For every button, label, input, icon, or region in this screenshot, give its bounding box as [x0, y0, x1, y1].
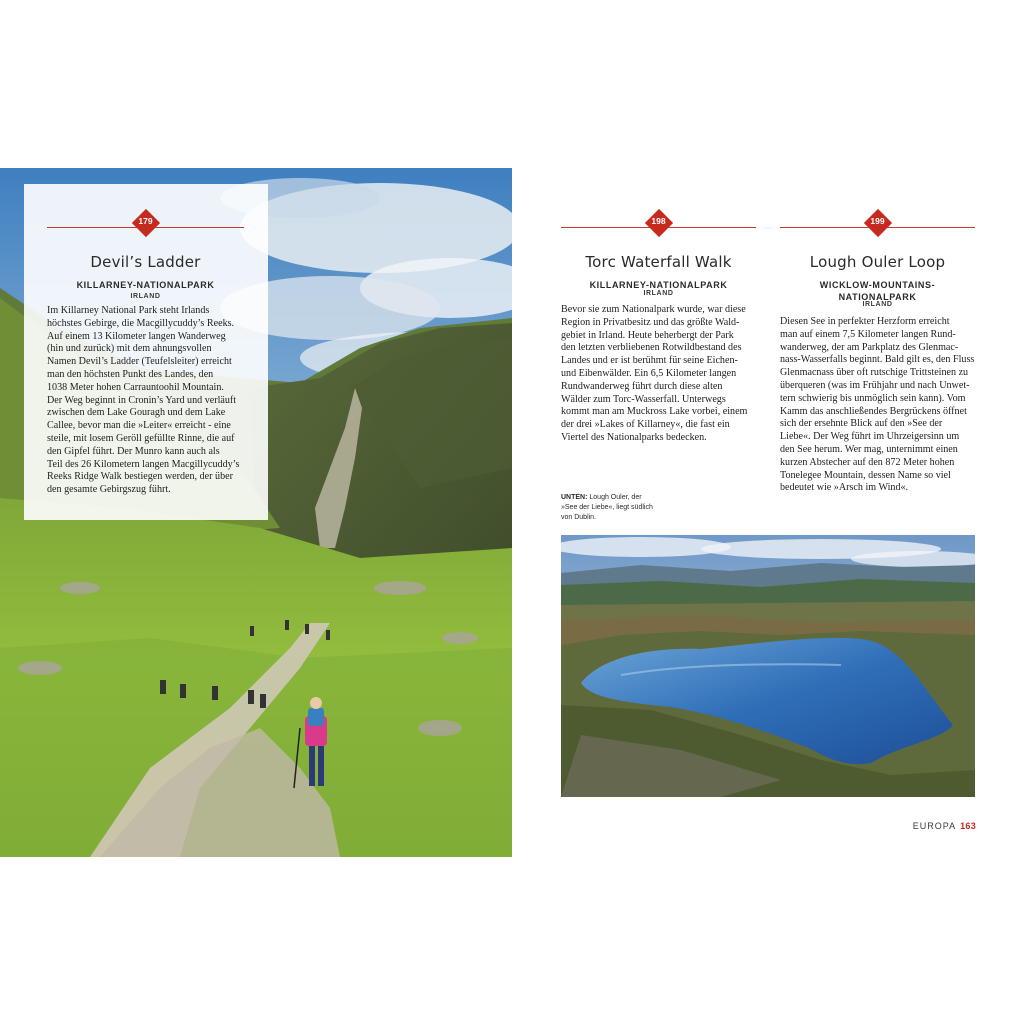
- entry-body: Diesen See in perfekter Herzform erreicht man auf einem 7,5 Kilometer langen Rund- wanderweg, der am Parkplatz des Glenmac- nass-Wasserfalls beginnt. Bald gilt es, den Fluss Glenmacnass über oft rutschige Trittsteinen zu überqueren (was im Frühjahr und nach Unwet- tern schwierig bis unmöglich sein kann). Vom Kamm das anschließendes Bergrückens öffnet sich der ersehnte Blick auf den »See der Liebe«. Der Weg führt im Uhrzeigersinn um den See herum. Wer mag, unternimmt einen kurzen Abstecher auf den 872 Meter hohen Tonelegee Mountain, dessen Name so viel bedeutet wie »Arsch im Wind«.: [780, 316, 975, 494]
- entry-title: Torc Waterfall Walk: [585, 253, 732, 271]
- entry-199: [780, 213, 975, 503]
- country-name: IRLAND: [862, 301, 893, 308]
- entry-body: Bevor sie zum Nationalpark wurde, war diese Region in Privatbesitz und das größte Wald- gebiet in Irland. Heute beherbergt der Park den letzten verbliebenen Rotwildbestand des Landes und er ist berühmt für seine Eichen- und Eibenwälder. Ein 6,5 Kilometer langen Rundwanderweg führt durch diese alten Wälder zum Torc-Wasserfall. Unterwegs kommt man am Muckross Lake vorbei, einem der drei »Lakes of Killarney«, die fast ein Viertel des Nationalparks bedecken.: [561, 304, 748, 443]
- page-number: 163: [960, 821, 976, 831]
- page-folio: [912, 821, 976, 831]
- entry-title: Lough Ouler Loop: [809, 253, 946, 271]
- entry-body: Im Killarney National Park steht Irlands höchstes Gebirge, die Macgillycuddy’s Reeks. Auf einem 13 Kilometer langen Wanderweg (hin und zurück) mit dem ahnungsvollen Namen Devil’s Ladder (Teufelsleiter) erreicht man den höchsten Punkt des Landes, den 1038 Meter hohen Carrauntoohil Mountain. Der Weg beginnt in Cronin’s Yard und verläuft zwischen dem Lake Gouragh und dem Lake Callee, bevor man die »Leiter« erreicht - eine steile, mit losem Geröll gefüllte Rinne, die auf den Gipfel führt. Der Munro kann auch als Teil des 26 Kilometern langen Macgillycuddy’s Reeks Ridge Walk bestiegen werden, der über den gesamte Gebirgszug führt.: [47, 305, 240, 496]
- park-name: WICKLOW-MOUNTAINS- NATIONALPARK: [819, 280, 936, 302]
- entry-title: Devil’s Ladder: [90, 253, 201, 271]
- entry-number: 199: [870, 216, 885, 226]
- country-name: IRLAND: [643, 290, 674, 297]
- section-name: EUROPA: [912, 821, 957, 831]
- park-name: KILLARNEY-NATIONALPARK: [76, 280, 215, 290]
- lough-ouler-photo: [561, 535, 975, 797]
- country-name: IRLAND: [130, 293, 161, 300]
- entry-number: 198: [651, 216, 666, 226]
- entry-179: [47, 213, 244, 513]
- entry-number: 179: [138, 216, 153, 226]
- caption-label: UNTEN:: [561, 494, 588, 501]
- photo-caption: UNTEN: Lough Ouler, der »See der Liebe«, liegt südlich von Dublin.: [561, 494, 653, 521]
- entry-198: [561, 213, 756, 453]
- park-name: KILLARNEY-NATIONALPARK: [589, 280, 728, 290]
